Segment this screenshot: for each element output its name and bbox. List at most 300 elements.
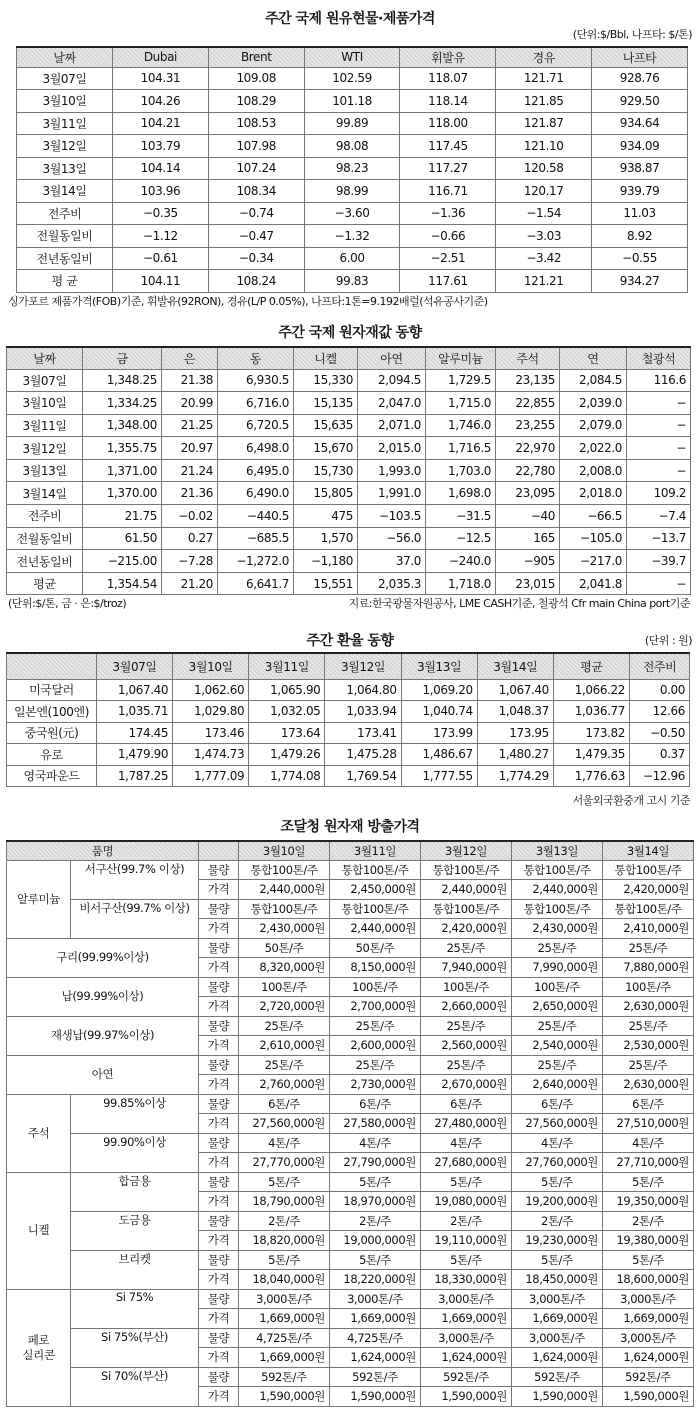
item-name: Si 70%(부산): [71, 1367, 199, 1406]
price-cell: 2,420,000원: [420, 919, 511, 939]
price-cell: 1,624,000원: [602, 1348, 693, 1368]
fx-section: [0, 624, 700, 810]
row-label: 전월동일비: [7, 527, 83, 550]
table-row: [7, 369, 691, 392]
data-cell: 15,805: [294, 482, 358, 505]
table-row: [17, 270, 688, 293]
data-cell: 6,716.0: [218, 392, 294, 415]
row-label: 3월11일: [7, 414, 83, 437]
data-cell: 0.27: [162, 527, 218, 550]
price-cell: 19,230,000원: [511, 1231, 602, 1251]
row-label: 평균: [7, 572, 83, 595]
column-header: 알루미늄: [426, 347, 496, 369]
data-cell: 1,066.22: [553, 679, 629, 701]
price-label: 가격: [199, 880, 239, 900]
column-header: 3월14일: [602, 841, 693, 860]
data-cell: 6,720.5: [218, 414, 294, 437]
data-cell: 1,048.37: [477, 701, 553, 723]
data-cell: 104.26: [113, 90, 209, 113]
price-cell: 1,590,000원: [330, 1387, 421, 1407]
data-cell: 2,084.5: [560, 369, 627, 392]
qty-cell: 통합100톤/주: [239, 860, 330, 880]
data-cell: 475: [294, 505, 358, 528]
qty-cell: 4톤/주: [420, 1133, 511, 1153]
price-cell: 2,600,000원: [330, 1036, 421, 1056]
data-cell: 120.58: [496, 157, 592, 180]
price-cell: 2,760,000원: [239, 1075, 330, 1095]
row-label: 3월13일: [17, 157, 113, 180]
qty-cell: 50톤/주: [239, 938, 330, 958]
data-cell: −105.0: [560, 527, 627, 550]
data-cell: 121.87: [496, 112, 592, 135]
fx-unit: (단위 : 원): [644, 634, 692, 647]
row-label: 미국달러: [7, 679, 97, 701]
price-cell: 2,730,000원: [330, 1075, 421, 1095]
price-label: 가격: [199, 1153, 239, 1173]
table-row: [7, 765, 690, 787]
qty-cell: 4톤/주: [239, 1133, 330, 1153]
metal-title: 주간 국제 원자재값 동향: [278, 325, 422, 341]
data-cell: 121.21: [496, 270, 592, 293]
table-row: [7, 527, 691, 550]
price-cell: 18,820,000원: [239, 1231, 330, 1251]
qty-cell: 592톤/주: [602, 1367, 693, 1387]
row-label: 3월10일: [17, 90, 113, 113]
qty-cell: 4톤/주: [330, 1133, 421, 1153]
qty-cell: 25톤/주: [602, 1016, 693, 1036]
column-header: 3월12일: [420, 841, 511, 860]
price-cell: 1,590,000원: [511, 1387, 602, 1407]
price-cell: 27,710,000원: [602, 1153, 693, 1173]
data-cell: 1,480.27: [477, 744, 553, 766]
price-cell: 2,700,000원: [330, 997, 421, 1017]
data-cell: 15,730: [294, 459, 358, 482]
data-cell: −31.5: [426, 505, 496, 528]
data-cell: 15,330: [294, 369, 358, 392]
price-cell: 2,450,000원: [330, 880, 421, 900]
price-cell: 2,610,000원: [239, 1036, 330, 1056]
table-row: [17, 247, 688, 270]
data-cell: −3.42: [496, 247, 592, 270]
price-cell: 27,560,000원: [511, 1114, 602, 1134]
table-row: [7, 1367, 694, 1387]
fx-table: [6, 652, 690, 787]
data-cell: 0.37: [630, 744, 690, 766]
column-header: 휘발유: [400, 47, 496, 67]
qty-cell: 3,000톤/주: [420, 1328, 511, 1348]
column-header: 3월11일: [249, 653, 325, 679]
table-row: [7, 977, 694, 997]
data-cell: 1,334.25: [83, 392, 162, 415]
data-cell: −12.5: [426, 527, 496, 550]
price-label: 가격: [199, 1231, 239, 1251]
data-cell: 102.59: [304, 67, 400, 90]
table-row: [17, 67, 688, 90]
qty-cell: 25톤/주: [511, 1055, 602, 1075]
data-cell: 2,008.0: [560, 459, 627, 482]
data-cell: 1,033.94: [325, 701, 401, 723]
data-cell: 108.24: [208, 270, 304, 293]
data-cell: −39.7: [627, 550, 691, 573]
table-row: [7, 679, 690, 701]
data-cell: 1,065.90: [249, 679, 325, 701]
data-cell: −2.51: [400, 247, 496, 270]
data-cell: 1,036.77: [553, 701, 629, 723]
data-cell: 6,930.5: [218, 369, 294, 392]
table-row: [7, 437, 691, 460]
column-header: 날짜: [17, 47, 113, 67]
table-row: [7, 505, 691, 528]
group-name: 니켈: [7, 1172, 71, 1289]
qty-cell: 3,000톤/주: [602, 1289, 693, 1309]
qty-cell: 5톤/주: [330, 1250, 421, 1270]
data-cell: 1,698.0: [426, 482, 496, 505]
metal-table: [6, 346, 691, 595]
item-name: 비서구산(99.7% 이상): [71, 899, 199, 938]
data-cell: 15,670: [294, 437, 358, 460]
price-cell: 27,680,000원: [420, 1153, 511, 1173]
qty-cell: 6톤/주: [511, 1094, 602, 1114]
qty-label: 물량: [199, 1328, 239, 1348]
data-cell: −1.36: [400, 202, 496, 225]
table-row: [7, 1211, 694, 1231]
pps-title: 조달청 원자재 방출가격: [280, 819, 420, 835]
data-cell: 21.25: [162, 414, 218, 437]
data-cell: 116.6: [627, 369, 691, 392]
qty-cell: 6톤/주: [602, 1094, 693, 1114]
column-header: 평균: [553, 653, 629, 679]
data-cell: 1,746.0: [426, 414, 496, 437]
data-cell: 2,035.3: [358, 572, 426, 595]
qty-label: 물량: [199, 977, 239, 997]
qty-cell: 통합100톤/주: [602, 860, 693, 880]
data-cell: 1,348.00: [83, 414, 162, 437]
data-cell: 938.87: [592, 157, 688, 180]
column-header: 3월10일: [173, 653, 249, 679]
data-cell: 1,354.54: [83, 572, 162, 595]
table-row: [7, 482, 691, 505]
data-cell: 121.10: [496, 135, 592, 158]
data-cell: 934.27: [592, 270, 688, 293]
qty-cell: 5톤/주: [511, 1172, 602, 1192]
data-cell: 22,970: [496, 437, 560, 460]
qty-cell: 2톤/주: [602, 1211, 693, 1231]
data-cell: −1.12: [113, 225, 209, 248]
data-cell: −440.5: [218, 505, 294, 528]
data-cell: 107.24: [208, 157, 304, 180]
data-cell: 173.64: [249, 722, 325, 744]
qty-cell: 2톤/주: [330, 1211, 421, 1231]
row-label: 전월동일비: [17, 225, 113, 248]
fx-note: 서울외국환중개 고시 기준: [572, 794, 690, 807]
data-cell: 1,703.0: [426, 459, 496, 482]
data-cell: 1,715.0: [426, 392, 496, 415]
price-cell: 18,970,000원: [330, 1192, 421, 1212]
table-row: [7, 1250, 694, 1270]
row-label: 3월12일: [7, 437, 83, 460]
qty-cell: 통합100톤/주: [602, 899, 693, 919]
data-cell: 103.96: [113, 180, 209, 203]
price-cell: 19,110,000원: [420, 1231, 511, 1251]
data-cell: −0.61: [113, 247, 209, 270]
qty-cell: 100톤/주: [602, 977, 693, 997]
oil-note: 싱가포르 제품가격(FOB)기준, 휘발유(92RON), 경유(L/P 0.05%), 나프타:1톤=9.192배럴(석유공사기준): [8, 295, 488, 308]
qty-cell: 25톤/주: [420, 938, 511, 958]
oil-table: [16, 46, 688, 293]
price-cell: 2,440,000원: [420, 880, 511, 900]
price-cell: 7,940,000원: [420, 958, 511, 978]
data-cell: 108.29: [208, 90, 304, 113]
data-cell: 118.14: [400, 90, 496, 113]
data-cell: −13.7: [627, 527, 691, 550]
price-cell: 19,080,000원: [420, 1192, 511, 1212]
price-cell: 18,600,000원: [602, 1270, 693, 1290]
data-cell: −0.34: [208, 247, 304, 270]
qty-cell: 100톤/주: [511, 977, 602, 997]
row-label: 3월14일: [17, 180, 113, 203]
metal-unit-note: (단위:$/톤, 금 · 은:$/troz): [8, 597, 127, 610]
data-cell: 15,551: [294, 572, 358, 595]
group-name: 알루미늄: [7, 860, 71, 938]
data-cell: −: [627, 572, 691, 595]
qty-cell: 5톤/주: [602, 1172, 693, 1192]
data-cell: 121.85: [496, 90, 592, 113]
data-cell: 1,067.40: [97, 679, 173, 701]
column-header: 3월13일: [511, 841, 602, 860]
oil-title: 주간 국제 원유현물·제품가격: [265, 11, 435, 27]
data-cell: 109.08: [208, 67, 304, 90]
data-cell: 118.00: [400, 112, 496, 135]
qty-label: 물량: [199, 1016, 239, 1036]
column-header: 동: [218, 347, 294, 369]
oil-unit: (단위:$/Bbl, 나프타: $/톤): [572, 28, 692, 41]
qty-cell: 6톤/주: [330, 1094, 421, 1114]
data-cell: −0.74: [208, 202, 304, 225]
data-cell: −103.5: [358, 505, 426, 528]
data-cell: 6.00: [304, 247, 400, 270]
qty-cell: 592톤/주: [420, 1367, 511, 1387]
qty-label: 물량: [199, 1172, 239, 1192]
data-cell: 15,635: [294, 414, 358, 437]
data-cell: 1,991.0: [358, 482, 426, 505]
column-header: 품명: [7, 841, 199, 860]
data-cell: 21.36: [162, 482, 218, 505]
qty-label: 물량: [199, 1367, 239, 1387]
qty-cell: 3,000톤/주: [239, 1289, 330, 1309]
price-cell: 27,560,000원: [239, 1114, 330, 1134]
data-cell: 1,029.80: [173, 701, 249, 723]
column-header: Dubai: [113, 47, 209, 67]
qty-cell: 2톤/주: [511, 1211, 602, 1231]
qty-cell: 3,000톤/주: [420, 1289, 511, 1309]
table-row: [7, 860, 694, 880]
data-cell: −0.02: [162, 505, 218, 528]
data-cell: 2,079.0: [560, 414, 627, 437]
qty-cell: 592톤/주: [330, 1367, 421, 1387]
qty-cell: 5톤/주: [420, 1172, 511, 1192]
price-cell: 27,770,000원: [239, 1153, 330, 1173]
data-cell: −0.47: [208, 225, 304, 248]
data-cell: 21.38: [162, 369, 218, 392]
table-row: [17, 180, 688, 203]
pps-table: [6, 840, 694, 1407]
price-cell: 7,990,000원: [511, 958, 602, 978]
column-header: 전주비: [630, 653, 690, 679]
item-name: 도금용: [71, 1211, 199, 1250]
data-cell: 20.99: [162, 392, 218, 415]
data-cell: 1,993.0: [358, 459, 426, 482]
price-cell: 1,669,000원: [511, 1309, 602, 1329]
data-cell: 23,135: [496, 369, 560, 392]
data-cell: 98.23: [304, 157, 400, 180]
price-cell: 19,000,000원: [330, 1231, 421, 1251]
item-name: Si 75%(부산): [71, 1328, 199, 1367]
qty-cell: 6톤/주: [420, 1094, 511, 1114]
data-cell: 173.46: [173, 722, 249, 744]
qty-cell: 5톤/주: [420, 1250, 511, 1270]
column-header: 3월12일: [325, 653, 401, 679]
table-row: [7, 459, 691, 482]
data-cell: 116.71: [400, 180, 496, 203]
row-label: 일본엔(100엔): [7, 701, 97, 723]
qty-cell: 6톤/주: [239, 1094, 330, 1114]
qty-cell: 25톤/주: [602, 1055, 693, 1075]
data-cell: −685.5: [218, 527, 294, 550]
price-label: 가격: [199, 1036, 239, 1056]
price-cell: 2,540,000원: [511, 1036, 602, 1056]
data-cell: 1,776.63: [553, 765, 629, 787]
group-name: 구리(99.99%이상): [7, 938, 199, 977]
qty-cell: 3,000톤/주: [602, 1328, 693, 1348]
price-cell: 18,330,000원: [420, 1270, 511, 1290]
data-cell: 12.66: [630, 701, 690, 723]
data-cell: 1,035.71: [97, 701, 173, 723]
price-cell: 1,624,000원: [330, 1348, 421, 1368]
group-name: 재생납(99.97%이상): [7, 1016, 199, 1055]
data-cell: 6,490.0: [218, 482, 294, 505]
data-cell: 165: [496, 527, 560, 550]
data-cell: −: [627, 459, 691, 482]
qty-label: 물량: [199, 1133, 239, 1153]
item-name: 99.90%이상: [71, 1133, 199, 1172]
data-cell: 108.53: [208, 112, 304, 135]
data-cell: 15,135: [294, 392, 358, 415]
data-cell: 1,777.55: [401, 765, 477, 787]
data-cell: 23,255: [496, 414, 560, 437]
price-cell: 2,440,000원: [511, 880, 602, 900]
group-name: 페로 실리콘: [7, 1289, 71, 1406]
data-cell: −12.96: [630, 765, 690, 787]
price-cell: 2,670,000원: [420, 1075, 511, 1095]
data-cell: 21.75: [83, 505, 162, 528]
metal-section: [0, 318, 700, 618]
data-cell: 118.07: [400, 67, 496, 90]
column-header: Brent: [208, 47, 304, 67]
data-cell: 1,062.60: [173, 679, 249, 701]
price-label: 가격: [199, 1114, 239, 1134]
data-cell: 2,047.0: [358, 392, 426, 415]
data-cell: 1,474.73: [173, 744, 249, 766]
group-name: 아연: [7, 1055, 199, 1094]
price-label: 가격: [199, 958, 239, 978]
data-cell: −215.00: [83, 550, 162, 573]
qty-cell: 3,000톤/주: [330, 1289, 421, 1309]
price-cell: 2,720,000원: [239, 997, 330, 1017]
table-row: [7, 701, 690, 723]
data-cell: 22,855: [496, 392, 560, 415]
row-label: 유로: [7, 744, 97, 766]
data-cell: 1,718.0: [426, 572, 496, 595]
row-label: 3월11일: [17, 112, 113, 135]
data-cell: 1,370.00: [83, 482, 162, 505]
column-header: [7, 653, 97, 679]
qty-label: 물량: [199, 1055, 239, 1075]
data-cell: −240.0: [426, 550, 496, 573]
row-label: 3월13일: [7, 459, 83, 482]
data-cell: 1,729.5: [426, 369, 496, 392]
column-header: 아연: [358, 347, 426, 369]
qty-label: 물량: [199, 1094, 239, 1114]
data-cell: 23,095: [496, 482, 560, 505]
price-cell: 27,480,000원: [420, 1114, 511, 1134]
qty-cell: 100톤/주: [420, 977, 511, 997]
group-name: 주석: [7, 1094, 71, 1172]
row-label: 3월12일: [17, 135, 113, 158]
data-cell: 2,094.5: [358, 369, 426, 392]
column-header: 날짜: [7, 347, 83, 369]
qty-cell: 25톤/주: [239, 1016, 330, 1036]
data-cell: 1,040.74: [401, 701, 477, 723]
data-cell: −1.32: [304, 225, 400, 248]
price-cell: 1,590,000원: [239, 1387, 330, 1407]
column-header: 3월10일: [239, 841, 330, 860]
qty-cell: 25톤/주: [420, 1055, 511, 1075]
data-cell: 104.21: [113, 112, 209, 135]
data-cell: 173.99: [401, 722, 477, 744]
price-cell: 2,640,000원: [511, 1075, 602, 1095]
qty-label: 물량: [199, 899, 239, 919]
data-cell: 1,774.29: [477, 765, 553, 787]
data-cell: 117.61: [400, 270, 496, 293]
row-label: 영국파운드: [7, 765, 97, 787]
data-cell: 120.17: [496, 180, 592, 203]
data-cell: −7.28: [162, 550, 218, 573]
item-name: 서구산(99.7% 이상): [71, 860, 199, 899]
price-label: 가격: [199, 1387, 239, 1407]
fx-title: 주간 환율 동향: [306, 633, 394, 649]
qty-cell: 592톤/주: [511, 1367, 602, 1387]
data-cell: 2,022.0: [560, 437, 627, 460]
data-cell: 103.79: [113, 135, 209, 158]
qty-cell: 통합100톤/주: [330, 899, 421, 919]
qty-cell: 4톤/주: [511, 1133, 602, 1153]
data-cell: 173.41: [325, 722, 401, 744]
qty-cell: 100톤/주: [239, 977, 330, 997]
data-cell: 1,348.25: [83, 369, 162, 392]
price-cell: 2,660,000원: [420, 997, 511, 1017]
table-row: [7, 744, 690, 766]
table-row: [17, 112, 688, 135]
price-cell: 18,790,000원: [239, 1192, 330, 1212]
data-cell: 2,015.0: [358, 437, 426, 460]
table-row: [7, 1133, 694, 1153]
data-cell: −0.55: [592, 247, 688, 270]
column-header: 3월07일: [97, 653, 173, 679]
data-cell: 109.2: [627, 482, 691, 505]
price-cell: 8,150,000원: [330, 958, 421, 978]
data-cell: 98.08: [304, 135, 400, 158]
table-row: [7, 414, 691, 437]
